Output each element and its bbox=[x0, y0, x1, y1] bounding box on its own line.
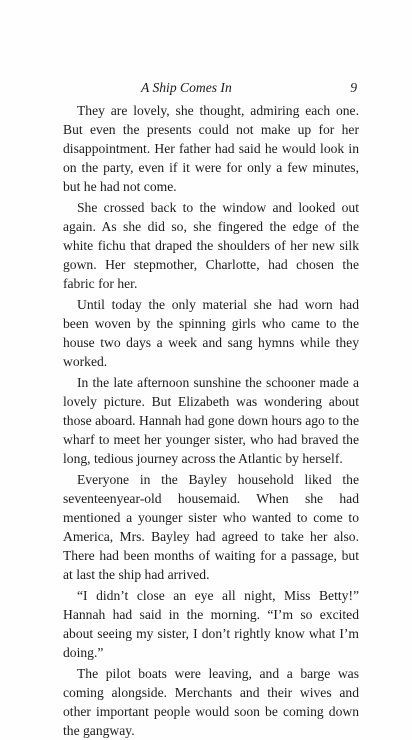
running-head bbox=[63, 78, 359, 97]
paragraph: Everyone in the Bayley household liked the seventeenyear-old housemaid. When she had mentioned a younger sister who wanted to come to America, Mrs. Bayley had agreed to take her also. There had been months of waiting for a passage, but at last the ship had arrived. bbox=[63, 472, 359, 582]
paragraph: Until today the only material she had worn had been woven by the spinning girls who came to the house two days a week and sang hymns while they worked. bbox=[63, 297, 359, 369]
page-content bbox=[63, 78, 359, 740]
paragraph: The pilot boats were leaving, and a barge was coming alongside. Merchants and their wives and other important people would soon be coming down the gangway. bbox=[63, 666, 359, 738]
paragraph: “I didn’t close an eye all night, Miss Betty!” Hannah had said in the morning. “I’m so excited about seeing my sister, I don’t rightly know what I’m doing.” bbox=[63, 588, 359, 660]
paragraph: She crossed back to the window and looked out again. As she did so, she fingered the edge of the white fichu that draped the shoulders of her new silk gown. Her stepmother, Charlotte, had chosen the fabric for her. bbox=[63, 200, 359, 291]
paragraph: They are lovely, she thought, admiring each one. But even the presents could not make up for her disappointment. Her father had said he would look in on the party, even if it were for only a few minutes, but he had not come. bbox=[63, 103, 359, 194]
paragraph: In the late afternoon sunshine the schooner made a lovely picture. But Elizabeth was wondering about those aboard. Hannah had gone down hours ago to the wharf to meet her younger sister, who had braved the long, tedious journey across the Atlantic by herself. bbox=[63, 375, 359, 466]
page-number: 9 bbox=[350, 80, 357, 95]
running-title: A Ship Comes In bbox=[141, 80, 232, 95]
